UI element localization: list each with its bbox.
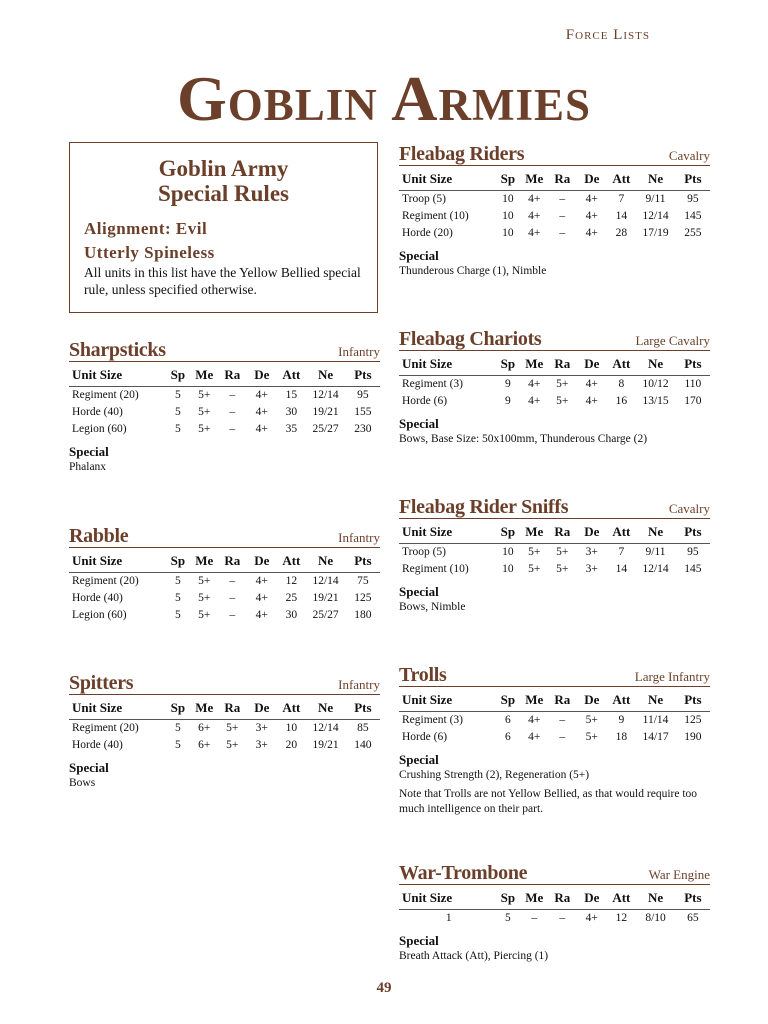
table-cell: 4+ bbox=[528, 731, 541, 743]
table-row bbox=[399, 712, 710, 730]
column-header: Me bbox=[190, 366, 218, 387]
table-cell: 11/14 bbox=[642, 714, 669, 726]
table-cell: 5+ bbox=[198, 592, 211, 604]
column-header: De bbox=[576, 889, 607, 910]
table-cell: 5+ bbox=[198, 609, 211, 621]
special-text: Crushing Strength (2), Regeneration (5+) bbox=[399, 769, 590, 781]
table-cell: 5 bbox=[174, 722, 181, 734]
column-header: Pts bbox=[676, 523, 710, 544]
table-cell: 12 bbox=[285, 575, 298, 587]
table-cell: 3+ bbox=[585, 546, 598, 558]
table-cell: 6+ bbox=[198, 739, 211, 751]
page-number: 49 bbox=[376, 980, 392, 996]
table-cell: 4+ bbox=[255, 423, 268, 435]
table-cell: 95 bbox=[687, 193, 699, 205]
table-cell: 5+ bbox=[556, 546, 569, 558]
table-row bbox=[69, 607, 380, 624]
rules-title-line1: Goblin Army bbox=[158, 156, 289, 181]
table-cell: 190 bbox=[684, 731, 702, 743]
table-cell: 5+ bbox=[585, 714, 598, 726]
special-label: Special bbox=[69, 760, 109, 775]
stats-table bbox=[69, 552, 380, 624]
table-cell: 145 bbox=[684, 563, 702, 575]
table-cell: Horde (6) bbox=[402, 395, 448, 407]
table-cell: 65 bbox=[687, 912, 699, 924]
column-header: Pts bbox=[676, 170, 710, 191]
stats-table bbox=[399, 889, 710, 927]
table-cell: 5 bbox=[174, 575, 181, 587]
table-cell: 19/21 bbox=[312, 739, 339, 751]
table-cell: 4+ bbox=[255, 592, 268, 604]
column-header: Me bbox=[520, 889, 548, 910]
table-cell: 5+ bbox=[556, 378, 569, 390]
table-cell: 180 bbox=[354, 609, 372, 621]
column-header: Unit Size bbox=[399, 523, 495, 544]
table-cell: Troop (5) bbox=[402, 546, 446, 558]
table-cell: 4+ bbox=[585, 227, 598, 239]
table-row bbox=[69, 737, 380, 754]
table-cell: 19/21 bbox=[312, 406, 339, 418]
table-cell: 5+ bbox=[556, 395, 569, 407]
table-cell: – bbox=[229, 423, 236, 435]
unit-note: Note that Trolls are not Yellow Bellied, as that would require too much intelligence on their part. bbox=[399, 788, 698, 815]
special-label: Special bbox=[399, 752, 439, 767]
special-text: Phalanx bbox=[69, 461, 107, 473]
unit-type: Infantry bbox=[338, 677, 380, 692]
table-cell: 5+ bbox=[198, 575, 211, 587]
unit-trolls bbox=[399, 662, 710, 817]
stats-table bbox=[399, 691, 710, 746]
table-cell: 12 bbox=[615, 912, 628, 924]
rules-title bbox=[84, 156, 363, 206]
column-header: Att bbox=[277, 699, 305, 720]
table-cell: 10 bbox=[502, 210, 514, 222]
table-cell: 140 bbox=[354, 739, 372, 751]
unit-war-trombone bbox=[399, 860, 710, 964]
table-cell: 10 bbox=[502, 563, 514, 575]
table-cell: Horde (40) bbox=[72, 739, 123, 751]
table-cell: 9 bbox=[504, 395, 511, 407]
table-cell: 95 bbox=[687, 546, 699, 558]
table-cell: 3+ bbox=[255, 722, 268, 734]
table-cell: 10 bbox=[502, 227, 514, 239]
table-row bbox=[399, 208, 710, 225]
table-cell: – bbox=[559, 193, 566, 205]
table-cell: 1 bbox=[445, 912, 452, 924]
table-cell: 8/10 bbox=[645, 912, 666, 924]
table-cell: 12/14 bbox=[642, 210, 669, 222]
table-cell: 4+ bbox=[528, 378, 541, 390]
table-cell: 4+ bbox=[585, 193, 598, 205]
column-header: De bbox=[576, 523, 607, 544]
table-cell: Regiment (10) bbox=[402, 563, 469, 575]
column-header: Unit Size bbox=[399, 355, 495, 376]
column-header: Ra bbox=[548, 523, 576, 544]
column-header: Me bbox=[520, 355, 548, 376]
table-row bbox=[399, 561, 710, 578]
unit-type: Large Cavalry bbox=[635, 333, 710, 348]
table-cell: 5 bbox=[174, 406, 181, 418]
table-cell: 5+ bbox=[528, 546, 541, 558]
table-cell: 5+ bbox=[198, 406, 211, 418]
special-text: Thunderous Charge (1), Nimble bbox=[399, 265, 547, 277]
special-text: Breath Attack (Att), Piercing (1) bbox=[399, 950, 549, 962]
column-header: Att bbox=[277, 552, 305, 573]
table-row bbox=[69, 421, 380, 438]
column-header: Me bbox=[190, 699, 218, 720]
unit-header bbox=[399, 494, 710, 519]
table-cell: 13/15 bbox=[642, 395, 669, 407]
unit-type: War Engine bbox=[648, 867, 710, 882]
table-cell: 5 bbox=[174, 609, 181, 621]
table-row bbox=[399, 910, 710, 928]
page-title: Goblin Armies bbox=[176, 63, 592, 134]
column-header: Ra bbox=[218, 552, 246, 573]
table-cell: 12/14 bbox=[642, 563, 669, 575]
column-header: Ne bbox=[635, 691, 675, 712]
table-cell: 5+ bbox=[226, 722, 239, 734]
table-row bbox=[399, 225, 710, 242]
table-cell: 145 bbox=[684, 210, 702, 222]
stats-table bbox=[399, 355, 710, 410]
table-cell: Horde (6) bbox=[402, 731, 448, 743]
section-header: Force Lists bbox=[565, 27, 650, 43]
table-cell: 170 bbox=[684, 395, 702, 407]
table-row bbox=[399, 191, 710, 209]
table-cell: 5+ bbox=[198, 389, 211, 401]
table-cell: Legion (60) bbox=[72, 423, 127, 435]
table-cell: 6 bbox=[504, 731, 511, 743]
column-header: Sp bbox=[495, 523, 520, 544]
table-cell: 5 bbox=[174, 389, 181, 401]
table-cell: 4+ bbox=[255, 609, 268, 621]
column-header: Ra bbox=[548, 355, 576, 376]
table-cell: – bbox=[559, 714, 566, 726]
stats-table bbox=[399, 523, 710, 578]
table-row bbox=[399, 729, 710, 746]
column-header: Sp bbox=[495, 889, 520, 910]
table-row bbox=[69, 590, 380, 607]
unit-fleabag-riders bbox=[399, 141, 710, 279]
column-header: Ra bbox=[218, 699, 246, 720]
table-cell: – bbox=[559, 210, 566, 222]
column-header: Pts bbox=[676, 889, 710, 910]
unit-header bbox=[399, 662, 710, 687]
table-cell: 5 bbox=[174, 739, 181, 751]
column-header: Ne bbox=[305, 552, 345, 573]
table-cell: 4+ bbox=[528, 395, 541, 407]
table-cell: 4+ bbox=[585, 210, 598, 222]
unit-header bbox=[69, 337, 380, 362]
table-cell: 18 bbox=[615, 731, 628, 743]
column-header: Sp bbox=[165, 552, 190, 573]
unit-name: Rabble bbox=[69, 525, 129, 547]
table-cell: 125 bbox=[354, 592, 372, 604]
table-cell: Regiment (3) bbox=[402, 714, 463, 726]
column-header: Unit Size bbox=[69, 552, 165, 573]
unit-header bbox=[399, 860, 710, 885]
column-header: Unit Size bbox=[399, 691, 495, 712]
table-cell: 4+ bbox=[255, 389, 268, 401]
table-cell: Regiment (20) bbox=[72, 575, 139, 587]
table-cell: Horde (40) bbox=[72, 592, 123, 604]
table-cell: Regiment (10) bbox=[402, 210, 469, 222]
column-header: Ne bbox=[305, 699, 345, 720]
unit-header bbox=[69, 670, 380, 695]
column-header: Me bbox=[520, 691, 548, 712]
table-cell: 5+ bbox=[528, 563, 541, 575]
unit-header bbox=[399, 141, 710, 166]
alignment: Alignment: Evil bbox=[84, 219, 208, 238]
table-cell: 5 bbox=[174, 423, 181, 435]
special-label: Special bbox=[399, 933, 439, 948]
rule-text: All units in this list have the Yellow Bellied special rule, unless specified otherwise. bbox=[84, 265, 361, 297]
table-row bbox=[69, 720, 380, 738]
table-cell: 4+ bbox=[585, 912, 598, 924]
table-cell: 9 bbox=[504, 378, 511, 390]
table-cell: 25/27 bbox=[312, 423, 339, 435]
table-cell: 15 bbox=[285, 389, 298, 401]
column-header: Att bbox=[607, 170, 635, 191]
unit-name: Fleabag Chariots bbox=[399, 328, 542, 350]
column-header: Me bbox=[520, 170, 548, 191]
column-header: Sp bbox=[165, 366, 190, 387]
column-header: De bbox=[246, 366, 277, 387]
special-text: Bows, Base Size: 50x100mm, Thunderous Charge (2) bbox=[399, 433, 648, 445]
table-cell: 3+ bbox=[585, 563, 598, 575]
column-header: Unit Size bbox=[69, 366, 165, 387]
unit-name: Trolls bbox=[399, 664, 447, 686]
column-header: Att bbox=[607, 889, 635, 910]
column-header: Unit Size bbox=[69, 699, 165, 720]
table-cell: 25/27 bbox=[312, 609, 339, 621]
column-header: Pts bbox=[346, 552, 380, 573]
table-cell: 10 bbox=[285, 722, 298, 734]
table-cell: 125 bbox=[684, 714, 702, 726]
column-header: De bbox=[576, 355, 607, 376]
unit-rabble bbox=[69, 523, 380, 624]
column-header: Sp bbox=[495, 170, 520, 191]
rule-name: Utterly Spineless bbox=[84, 243, 215, 262]
column-header: Me bbox=[520, 523, 548, 544]
table-cell: – bbox=[229, 406, 236, 418]
table-row bbox=[69, 387, 380, 405]
table-cell: 5 bbox=[174, 592, 181, 604]
column-header: De bbox=[246, 552, 277, 573]
table-cell: 155 bbox=[354, 406, 372, 418]
table-cell: 75 bbox=[357, 575, 369, 587]
table-cell: Regiment (20) bbox=[72, 722, 139, 734]
column-header: Ne bbox=[635, 355, 675, 376]
table-cell: – bbox=[559, 731, 566, 743]
stats-table bbox=[399, 170, 710, 242]
table-cell: 17/19 bbox=[642, 227, 669, 239]
table-cell: 6 bbox=[504, 714, 511, 726]
table-cell: 4+ bbox=[528, 714, 541, 726]
table-cell: 9/11 bbox=[645, 546, 666, 558]
table-cell: 14/17 bbox=[642, 731, 669, 743]
special-text: Bows bbox=[69, 777, 96, 789]
column-header: Ne bbox=[635, 523, 675, 544]
column-header: Me bbox=[190, 552, 218, 573]
unit-name: War-Trombone bbox=[399, 862, 528, 884]
column-header: Ra bbox=[548, 691, 576, 712]
table-cell: 30 bbox=[285, 609, 298, 621]
unit-header bbox=[69, 523, 380, 548]
special-rules-box bbox=[69, 142, 378, 313]
column-header: Ra bbox=[218, 366, 246, 387]
table-cell: 20 bbox=[285, 739, 298, 751]
table-cell: 10 bbox=[502, 193, 514, 205]
table-cell: 5+ bbox=[585, 731, 598, 743]
stats-table bbox=[69, 366, 380, 438]
column-header: Att bbox=[277, 366, 305, 387]
table-row bbox=[69, 404, 380, 421]
table-cell: 14 bbox=[615, 210, 628, 222]
table-cell: – bbox=[229, 609, 236, 621]
table-cell: 5+ bbox=[226, 739, 239, 751]
table-cell: 7 bbox=[618, 546, 625, 558]
unit-header bbox=[399, 326, 710, 351]
unit-fleabag-rider-sniffs bbox=[399, 494, 710, 615]
column-header: De bbox=[246, 699, 277, 720]
table-cell: 9/11 bbox=[645, 193, 666, 205]
column-header: Att bbox=[607, 355, 635, 376]
table-cell: – bbox=[229, 592, 236, 604]
column-header: Ne bbox=[305, 366, 345, 387]
column-header: Pts bbox=[676, 355, 710, 376]
unit-name: Fleabag Riders bbox=[399, 143, 525, 165]
table-row bbox=[399, 393, 710, 410]
stats-table bbox=[69, 699, 380, 754]
column-header: Ra bbox=[548, 889, 576, 910]
table-cell: Regiment (20) bbox=[72, 389, 139, 401]
column-header: Pts bbox=[346, 699, 380, 720]
table-cell: Legion (60) bbox=[72, 609, 127, 621]
special-label: Special bbox=[399, 248, 439, 263]
table-cell: 3+ bbox=[255, 739, 268, 751]
table-row bbox=[399, 544, 710, 562]
rules-title-line2: Special Rules bbox=[158, 181, 289, 206]
table-cell: – bbox=[559, 912, 566, 924]
unit-type: Infantry bbox=[338, 344, 380, 359]
unit-type: Cavalry bbox=[668, 501, 710, 516]
table-cell: 5+ bbox=[198, 423, 211, 435]
unit-fleabag-chariots bbox=[399, 326, 710, 447]
table-cell: 85 bbox=[357, 722, 369, 734]
table-cell: – bbox=[229, 575, 236, 587]
table-cell: 5+ bbox=[556, 563, 569, 575]
table-cell: – bbox=[531, 912, 538, 924]
column-header: Ra bbox=[548, 170, 576, 191]
table-row bbox=[69, 573, 380, 591]
table-cell: 230 bbox=[354, 423, 372, 435]
column-header: Sp bbox=[495, 691, 520, 712]
table-cell: 35 bbox=[285, 423, 298, 435]
column-header: Ne bbox=[635, 170, 675, 191]
unit-type: Infantry bbox=[338, 530, 380, 545]
table-cell: 10 bbox=[502, 546, 514, 558]
table-cell: 8 bbox=[618, 378, 625, 390]
table-cell: 4+ bbox=[585, 378, 598, 390]
column-header: De bbox=[576, 691, 607, 712]
unit-name: Spitters bbox=[69, 672, 134, 694]
table-cell: 9 bbox=[618, 714, 625, 726]
table-cell: 4+ bbox=[585, 395, 598, 407]
table-cell: Horde (20) bbox=[402, 227, 453, 239]
table-cell: 12/14 bbox=[312, 389, 339, 401]
column-header: Sp bbox=[165, 699, 190, 720]
table-cell: 4+ bbox=[255, 406, 268, 418]
table-cell: Horde (40) bbox=[72, 406, 123, 418]
table-cell: 95 bbox=[357, 389, 369, 401]
special-label: Special bbox=[399, 416, 439, 431]
column-header: Unit Size bbox=[399, 889, 495, 910]
special-label: Special bbox=[399, 584, 439, 599]
table-cell: – bbox=[229, 389, 236, 401]
table-cell: 28 bbox=[615, 227, 628, 239]
unit-type: Cavalry bbox=[668, 148, 710, 163]
column-header: Att bbox=[607, 523, 635, 544]
column-header: Sp bbox=[495, 355, 520, 376]
table-cell: 12/14 bbox=[312, 575, 339, 587]
column-header: Pts bbox=[346, 366, 380, 387]
special-text: Bows, Nimble bbox=[399, 601, 466, 613]
column-header: Pts bbox=[676, 691, 710, 712]
table-cell: Regiment (3) bbox=[402, 378, 463, 390]
column-header: Att bbox=[607, 691, 635, 712]
column-header: Unit Size bbox=[399, 170, 495, 191]
unit-sharpsticks bbox=[69, 337, 380, 475]
table-cell: 10/12 bbox=[642, 378, 669, 390]
unit-type: Large Infantry bbox=[634, 669, 710, 684]
table-cell: 7 bbox=[618, 193, 625, 205]
table-cell: 5 bbox=[504, 912, 511, 924]
table-cell: 12/14 bbox=[312, 722, 339, 734]
table-cell: 25 bbox=[285, 592, 298, 604]
special-label: Special bbox=[69, 444, 109, 459]
table-cell: 255 bbox=[684, 227, 702, 239]
unit-name: Fleabag Rider Sniffs bbox=[399, 496, 569, 518]
table-cell: 4+ bbox=[528, 193, 541, 205]
table-cell: 16 bbox=[615, 395, 628, 407]
table-cell: 4+ bbox=[255, 575, 268, 587]
table-row bbox=[399, 376, 710, 394]
table-cell: 19/21 bbox=[312, 592, 339, 604]
column-header: De bbox=[576, 170, 607, 191]
table-cell: 6+ bbox=[198, 722, 211, 734]
unit-spitters bbox=[69, 670, 380, 791]
column-header: Ne bbox=[635, 889, 675, 910]
unit-name: Sharpsticks bbox=[69, 339, 166, 361]
table-cell: – bbox=[559, 227, 566, 239]
table-cell: 30 bbox=[285, 406, 298, 418]
table-cell: 110 bbox=[684, 378, 702, 390]
table-cell: 4+ bbox=[528, 227, 541, 239]
table-cell: Troop (5) bbox=[402, 193, 446, 205]
table-cell: 14 bbox=[615, 563, 628, 575]
table-cell: 4+ bbox=[528, 210, 541, 222]
